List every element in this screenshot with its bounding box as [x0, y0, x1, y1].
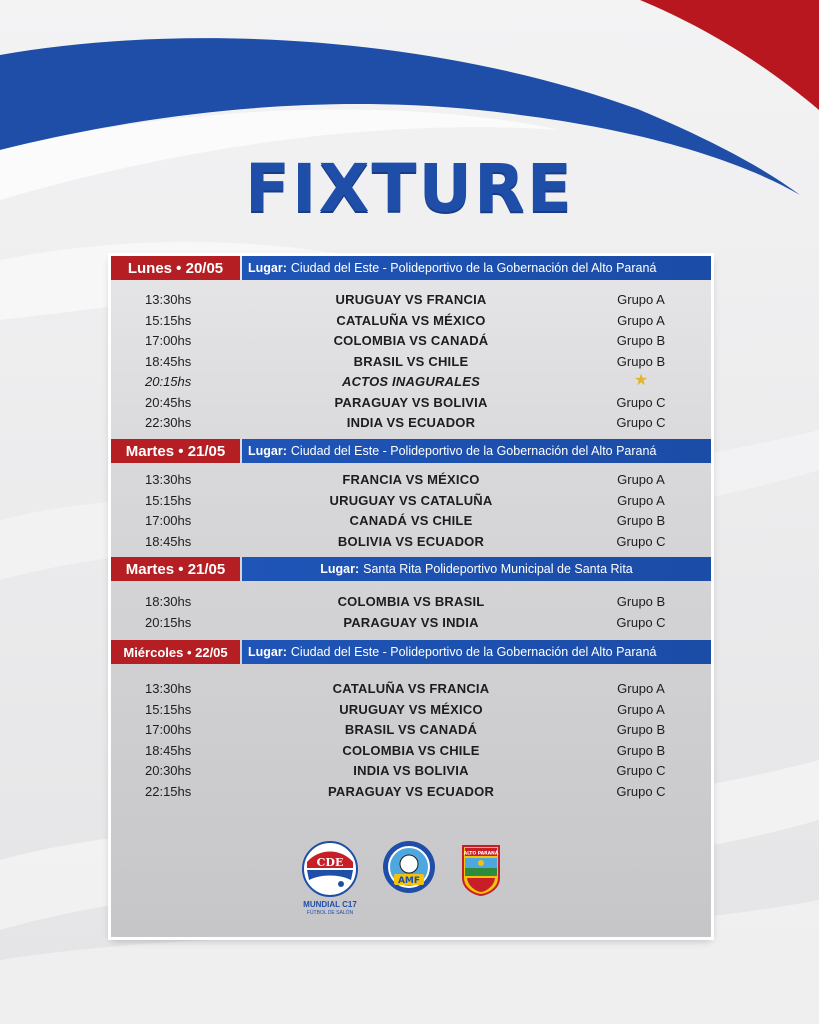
match-group: Grupo B [616, 722, 666, 737]
match-group: Grupo A [617, 312, 665, 328]
match-group: Grupo B [616, 742, 666, 758]
day-block-lunes [111, 256, 711, 433]
match-group: Grupo A [617, 292, 665, 307]
day-header [111, 256, 711, 280]
match-time: 18:45hs [145, 533, 192, 549]
match-group: Grupo B [616, 594, 666, 609]
match-time: 22:15hs [145, 783, 192, 799]
match-teams: FRANCIA VS MÉXICO [342, 472, 480, 487]
match-time: 17:00hs [145, 513, 192, 528]
match-row [111, 412, 711, 433]
venue-name: Ciudad del Este - Polideportivo de la Gobernación del Alto Paraná [290, 444, 657, 458]
day-label: Lunes • 20/05 [111, 256, 240, 280]
match-row [111, 490, 711, 511]
match-teams: URUGUAY VS FRANCIA [335, 292, 487, 307]
day-label: Martes • 21/05 [111, 557, 240, 581]
venue-prefix: Lugar: [320, 562, 360, 576]
match-teams: BRASIL VS CHILE [353, 353, 469, 369]
match-teams: CANADÁ VS CHILE [349, 513, 473, 528]
match-teams: URUGUAY VS CATALUÑA [329, 492, 493, 508]
venue-name: Ciudad del Este - Polideportivo de la Gobernación del Alto Paraná [290, 645, 657, 659]
venue-bar [242, 256, 711, 280]
page-title: FIXTURE [244, 150, 575, 227]
match-time: 18:45hs [145, 353, 192, 369]
match-teams: INDIA VS ECUADOR [346, 415, 476, 430]
day-block-martes-1 [111, 439, 711, 551]
match-time: 15:15hs [145, 701, 192, 717]
match-time: 13:30hs [145, 472, 192, 487]
venue-prefix: Lugar: [248, 444, 287, 458]
logo3-mark: ALTO PARANÁ [463, 851, 499, 857]
match-row [111, 531, 711, 552]
fixture-panel [111, 256, 711, 937]
match-row [111, 469, 711, 490]
sponsor-logos [111, 840, 711, 930]
match-time: 18:45hs [145, 742, 192, 758]
match-time: 20:15hs [145, 374, 192, 389]
day-header [111, 640, 711, 664]
match-teams: ACTOS INAGURALES [341, 374, 481, 389]
venue-name: Santa Rita Polideportivo Municipal de Santa Rita [363, 562, 633, 576]
match-row [111, 699, 711, 720]
match-group: Grupo B [616, 513, 666, 528]
match-time: 17:00hs [145, 333, 192, 348]
match-row [111, 678, 711, 699]
match-teams: PARAGUAY VS ECUADOR [327, 783, 495, 799]
match-time: 15:15hs [145, 492, 192, 508]
venue-bar [242, 439, 711, 463]
day-header [111, 439, 711, 463]
venue-bar [242, 640, 711, 664]
match-teams: CATALUÑA VS MÉXICO [336, 312, 486, 328]
match-teams: BRASIL VS CANADÁ [344, 722, 478, 737]
match-row [111, 392, 711, 413]
match-time: 20:45hs [145, 394, 192, 410]
match-group: Grupo C [616, 614, 666, 630]
day-label: Martes • 21/05 [111, 439, 240, 463]
logo2-mark: AMF [397, 876, 421, 886]
match-group: Grupo A [617, 701, 665, 717]
logo1-subcaption: FÚTBOL DE SALÓN [306, 910, 354, 916]
match-row [111, 510, 711, 531]
match-group: Grupo C [616, 394, 666, 410]
match-time: 13:30hs [145, 681, 192, 696]
match-teams: PARAGUAY VS INDIA [343, 614, 479, 630]
day-label: Miércoles • 22/05 [111, 640, 240, 664]
amf-logo [382, 840, 436, 894]
day-block-martes-2 [111, 557, 711, 632]
venue-prefix: Lugar: [248, 645, 287, 659]
match-group: Grupo A [617, 492, 665, 508]
match-teams: PARAGUAY VS BOLIVIA [334, 394, 488, 410]
match-group: Grupo A [617, 472, 665, 487]
day-header [111, 557, 711, 581]
match-group: Grupo C [616, 783, 666, 799]
match-row [111, 719, 711, 740]
match-teams: COLOMBIA VS CHILE [342, 742, 480, 758]
match-group: Grupo B [616, 333, 666, 348]
venue-prefix: Lugar: [248, 261, 287, 275]
match-time: 20:15hs [145, 614, 192, 630]
match-row [111, 760, 711, 781]
match-time: 17:00hs [145, 722, 192, 737]
match-group: Grupo C [616, 533, 666, 549]
match-teams: COLOMBIA VS BRASIL [337, 594, 485, 609]
match-row-opening-ceremony [111, 371, 711, 392]
match-row [111, 781, 711, 802]
match-teams: CATALUÑA VS FRANCIA [332, 681, 490, 696]
match-time: 15:15hs [145, 312, 192, 328]
match-group: Grupo A [617, 681, 665, 696]
day-block-miercoles [111, 640, 711, 801]
star-icon: ★ [633, 372, 649, 389]
match-teams: COLOMBIA VS CANADÁ [333, 333, 489, 348]
venue-name: Ciudad del Este - Polideportivo de la Gobernación del Alto Paraná [290, 261, 657, 275]
match-teams: BOLIVIA VS ECUADOR [337, 533, 485, 549]
cde-mundial-logo [301, 840, 359, 898]
match-teams: INDIA VS BOLIVIA [353, 763, 469, 778]
match-group: Grupo C [616, 415, 666, 430]
match-row [111, 289, 711, 310]
match-row [111, 612, 711, 633]
alto-parana-shield-logo [461, 842, 501, 896]
match-time: 22:30hs [145, 415, 192, 430]
match-row [111, 330, 711, 351]
match-teams: URUGUAY VS MÉXICO [339, 701, 483, 717]
match-group: Grupo B [616, 353, 666, 369]
match-group: Grupo C [616, 763, 666, 778]
match-time: 20:30hs [145, 763, 192, 778]
logo1-caption: MUNDIAL C17 [303, 900, 357, 909]
venue-bar [242, 557, 711, 581]
match-row [111, 740, 711, 761]
match-time: 18:30hs [145, 594, 192, 609]
match-row [111, 351, 711, 372]
match-row [111, 591, 711, 612]
match-row [111, 310, 711, 331]
logo1-mark: CDE [316, 856, 344, 869]
match-time: 13:30hs [145, 292, 192, 307]
